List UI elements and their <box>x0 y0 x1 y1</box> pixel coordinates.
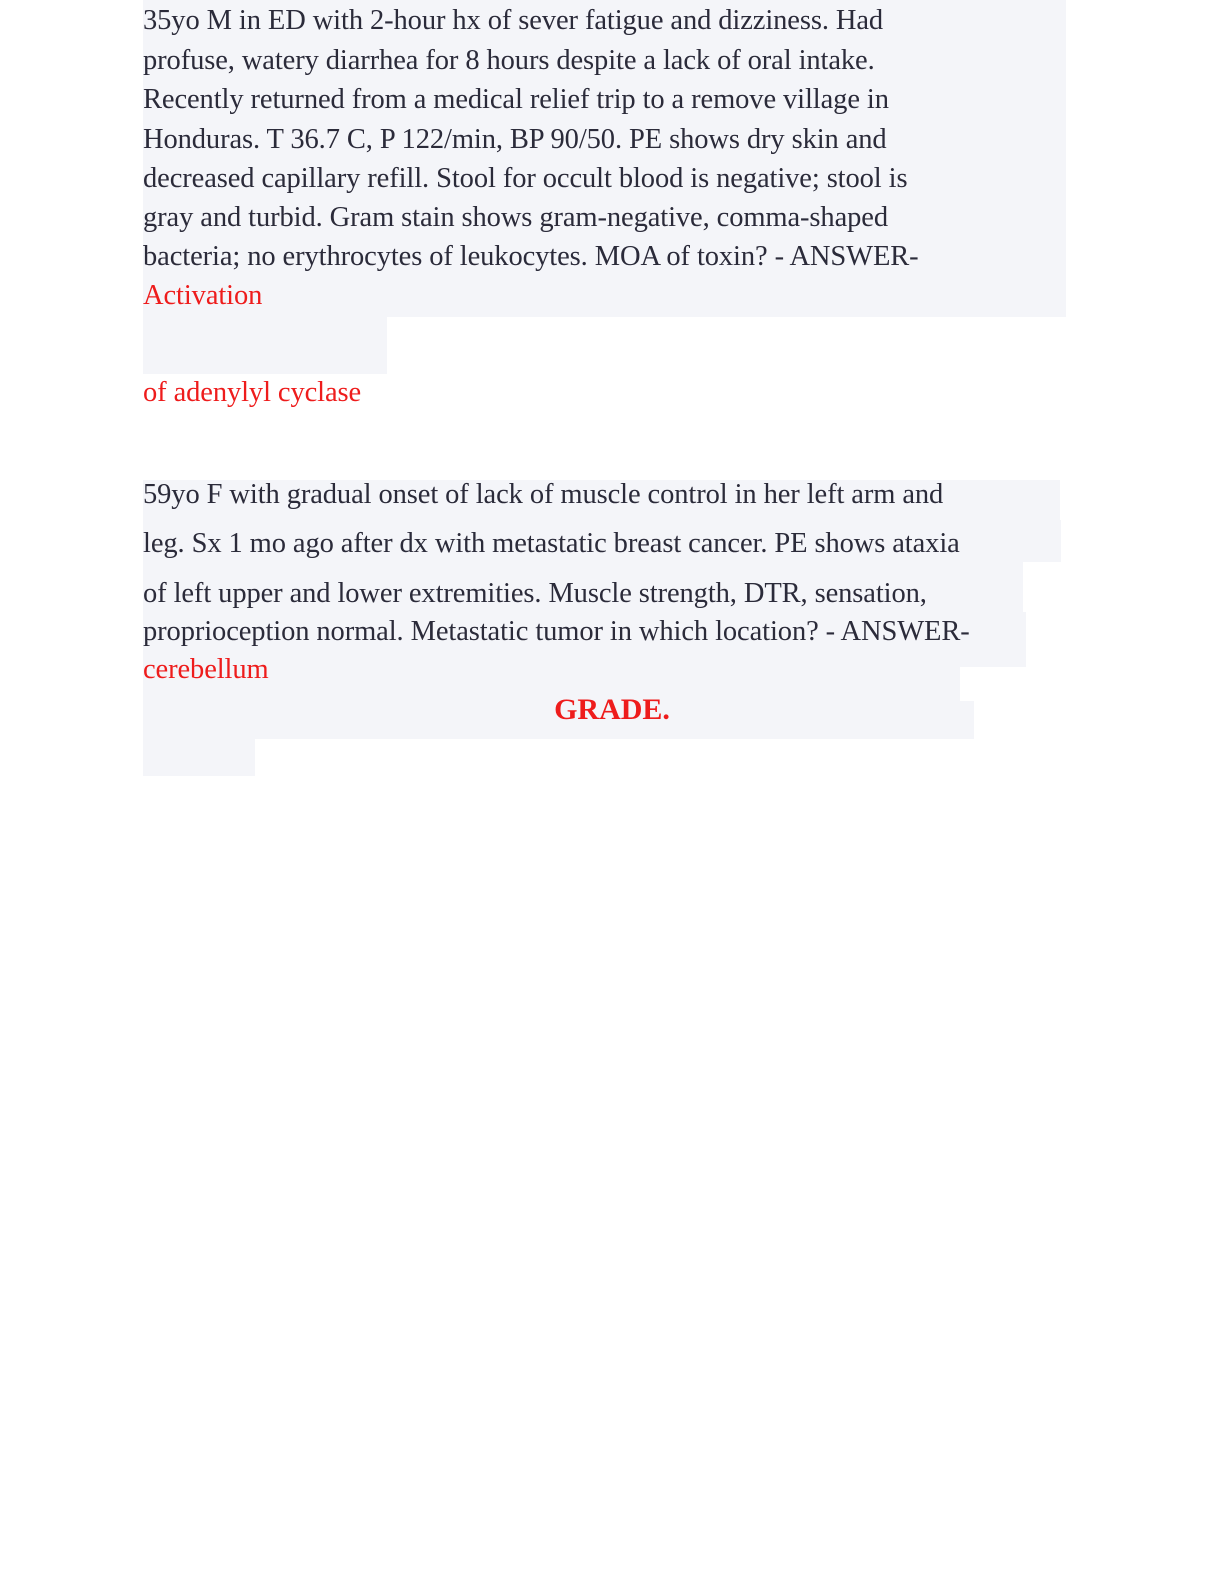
question-1-line-5: decreased capillary refill. Stool for occult blood is negative; stool is <box>143 163 908 194</box>
question-1-answer-line-2: of adenylyl cyclase <box>143 377 362 408</box>
question-2-line-1: 59yo F with gradual onset of lack of muscle control in her left arm and <box>143 479 944 510</box>
highlight-block-9 <box>143 739 255 776</box>
question-1-line-2: profuse, watery diarrhea for 8 hours despite a lack of oral intake. <box>143 45 875 76</box>
question-1-line-4: Honduras. T 36.7 C, P 122/min, BP 90/50. PE shows dry skin and <box>143 124 887 155</box>
question-1-line-1: 35yo M in ED with 2-hour hx of sever fatigue and dizziness. Had <box>143 5 884 36</box>
question-2-line-4: proprioception normal. Metastatic tumor in which location? - ANSWER- <box>143 616 970 647</box>
question-1-line-3: Recently returned from a medical relief trip to a remove village in <box>143 84 889 115</box>
question-2-line-3: of left upper and lower extremities. Muscle strength, DTR, sensation, <box>143 578 927 609</box>
question-1-line-6: gray and turbid. Gram stain shows gram-negative, comma-shaped <box>143 202 888 233</box>
grade-label: GRADE. <box>554 693 670 726</box>
question-2-answer-line-1: cerebellum <box>143 654 269 685</box>
question-1-answer-line-1: Activation <box>143 280 263 311</box>
question-2-line-2: leg. Sx 1 mo ago after dx with metastatic breast cancer. PE shows ataxia <box>143 528 960 559</box>
question-1-line-7: bacteria; no erythrocytes of leukocytes. MOA of toxin? - ANSWER- <box>143 241 919 272</box>
highlight-block-2 <box>143 317 387 374</box>
